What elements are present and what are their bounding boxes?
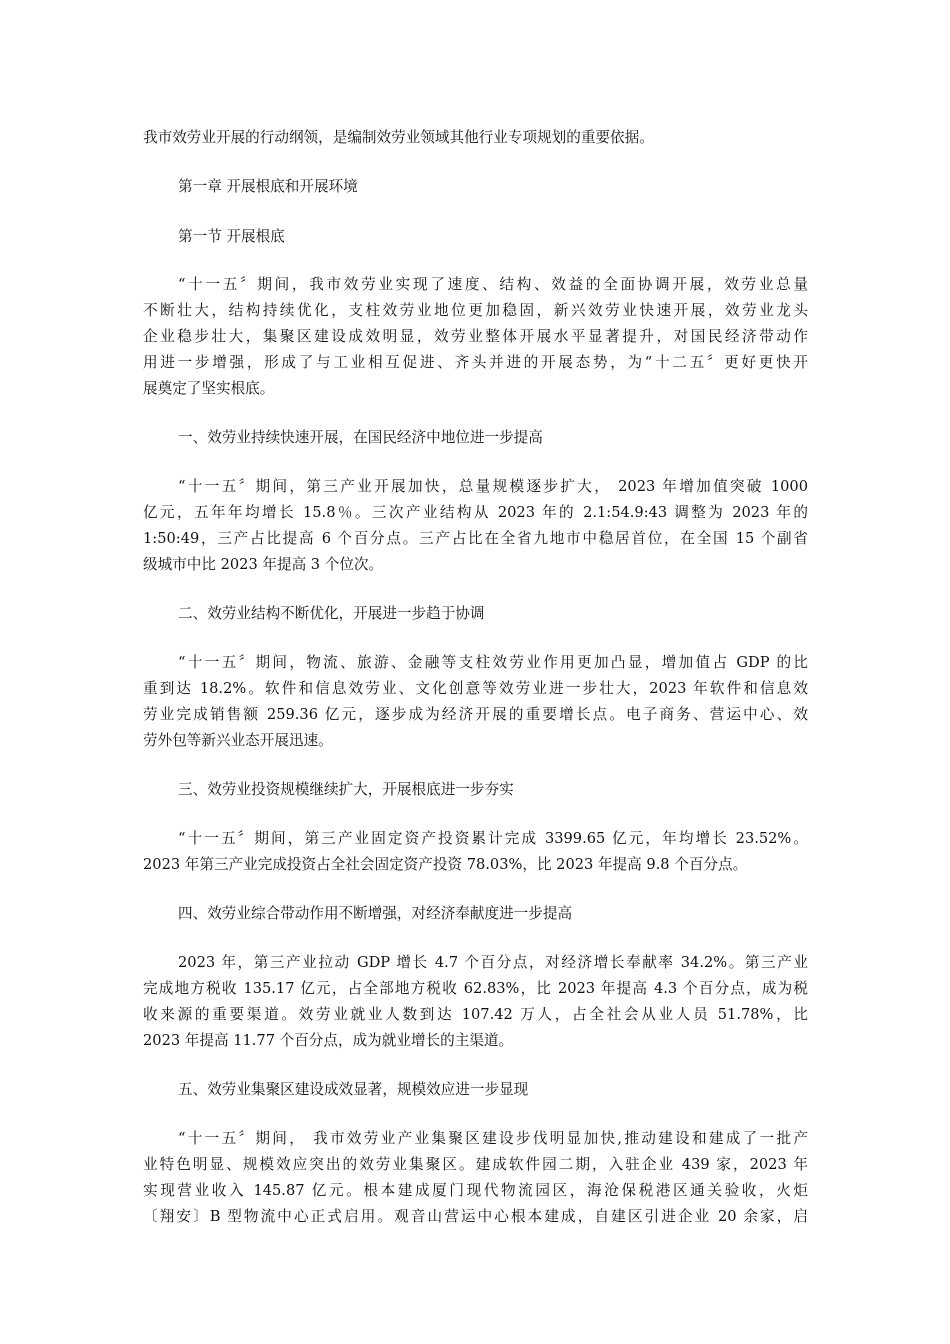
paragraph-line: 用进一步增强，形成了与工业相互促进、齐头并进的开展态势，为“十二五〞更好更快开 xyxy=(143,354,808,371)
chapter-heading: 第一章 开展根底和开展环境 xyxy=(178,178,358,195)
paragraph-line: 2023 年，第三产业拉动 GDP 增长 4.7 个百分点，对经济增长奉献率 34.2%。第三产业 xyxy=(178,954,808,971)
paragraph-line: “十一五〞期间，第三产业固定资产投资累计完成 3399.65 亿元，年均增长 23.52%。 xyxy=(178,830,808,847)
paragraph-line: “十一五〞期间，我市效劳业实现了速度、结构、效益的全面协调开展，效劳业总量 xyxy=(178,276,808,293)
subsection-heading: 一、效劳业持续快速开展，在国民经济中地位进一步提高 xyxy=(178,429,543,446)
paragraph-line: “十一五〞期间，物流、旅游、金融等支柱效劳业作用更加凸显，增加值占 GDP 的比 xyxy=(178,654,808,671)
paragraph-line: 收来源的重要渠道。效劳业就业人数到达 107.42 万人，占全社会从业人员 51.78%，比 xyxy=(143,1006,808,1023)
paragraph-line: 实现营业收入 145.87 亿元。根本建成厦门现代物流园区，海沧保税港区通关验收，火炬 xyxy=(143,1182,808,1199)
paragraph-line: 企业稳步壮大，集聚区建设成效明显，效劳业整体开展水平显著提升，对国民经济带动作 xyxy=(143,328,808,345)
paragraph-line: 劳业完成销售额 259.36 亿元，逐步成为经济开展的重要增长点。电子商务、营运中心、效 xyxy=(143,706,808,723)
paragraph-line: 不断壮大，结构持续优化，支柱效劳业地位更加稳固，新兴效劳业快速开展，效劳业龙头 xyxy=(143,302,808,319)
paragraph-line: 1:50:49，三产占比提高 6 个百分点。三产占比在全省九地市中稳居首位，在全国 15 个副省 xyxy=(143,530,808,547)
paragraph-line: 劳外包等新兴业态开展迅速。 xyxy=(143,732,333,749)
paragraph-line: 展奠定了坚实根底。 xyxy=(143,380,275,397)
paragraph-line: 级城市中比 2023 年提高 3 个位次。 xyxy=(143,556,384,573)
paragraph-line: 2023 年提高 11.77 个百分点，成为就业增长的主渠道。 xyxy=(143,1032,514,1049)
subsection-heading: 二、效劳业结构不断优化，开展进一步趋于协调 xyxy=(178,605,485,622)
subsection-heading: 四、效劳业综合带动作用不断增强，对经济奉献度进一步提高 xyxy=(178,905,573,922)
section-heading: 第一节 开展根底 xyxy=(178,228,285,245)
subsection-heading: 五、效劳业集聚区建设成效显著，规模效应进一步显现 xyxy=(178,1081,529,1098)
paragraph-line: 〔翔安〕B 型物流中心正式启用。观音山营运中心根本建成，自建区引进企业 20 余家，启 xyxy=(143,1208,808,1225)
paragraph-line: 我市效劳业开展的行动纲领，是编制效劳业领域其他行业专项规划的重要依据。 xyxy=(143,129,654,146)
paragraph-line: “十一五〞期间， 我市效劳业产业集聚区建设步伐明显加快,推动建设和建成了一批产 xyxy=(178,1130,808,1147)
paragraph-line: 完成地方税收 135.17 亿元，占全部地方税收 62.83%，比 2023 年提高 4.3 个百分点，成为税 xyxy=(143,980,808,997)
paragraph-line: 2023 年第三产业完成投资占全社会固定资产投资 78.03%，比 2023 年提高 9.8 个百分点。 xyxy=(143,856,748,873)
paragraph-line: 重到达 18.2%。软件和信息效劳业、文化创意等效劳业进一步壮大，2023 年软件和信息效 xyxy=(143,680,808,697)
paragraph-line: 业特色明显、规模效应突出的效劳业集聚区。建成软件园二期，入驻企业 439 家，2023 年 xyxy=(143,1156,808,1173)
subsection-heading: 三、效劳业投资规模继续扩大，开展根底进一步夯实 xyxy=(178,781,514,798)
paragraph-line: “十一五〞期间，第三产业开展加快，总量规模逐步扩大， 2023 年增加值突破 1000 xyxy=(178,478,808,495)
paragraph-line: 亿元，五年年均增长 15.8％。三次产业结构从 2023 年的 2.1:54.9:43 调整为 2023 年的 xyxy=(143,504,808,521)
